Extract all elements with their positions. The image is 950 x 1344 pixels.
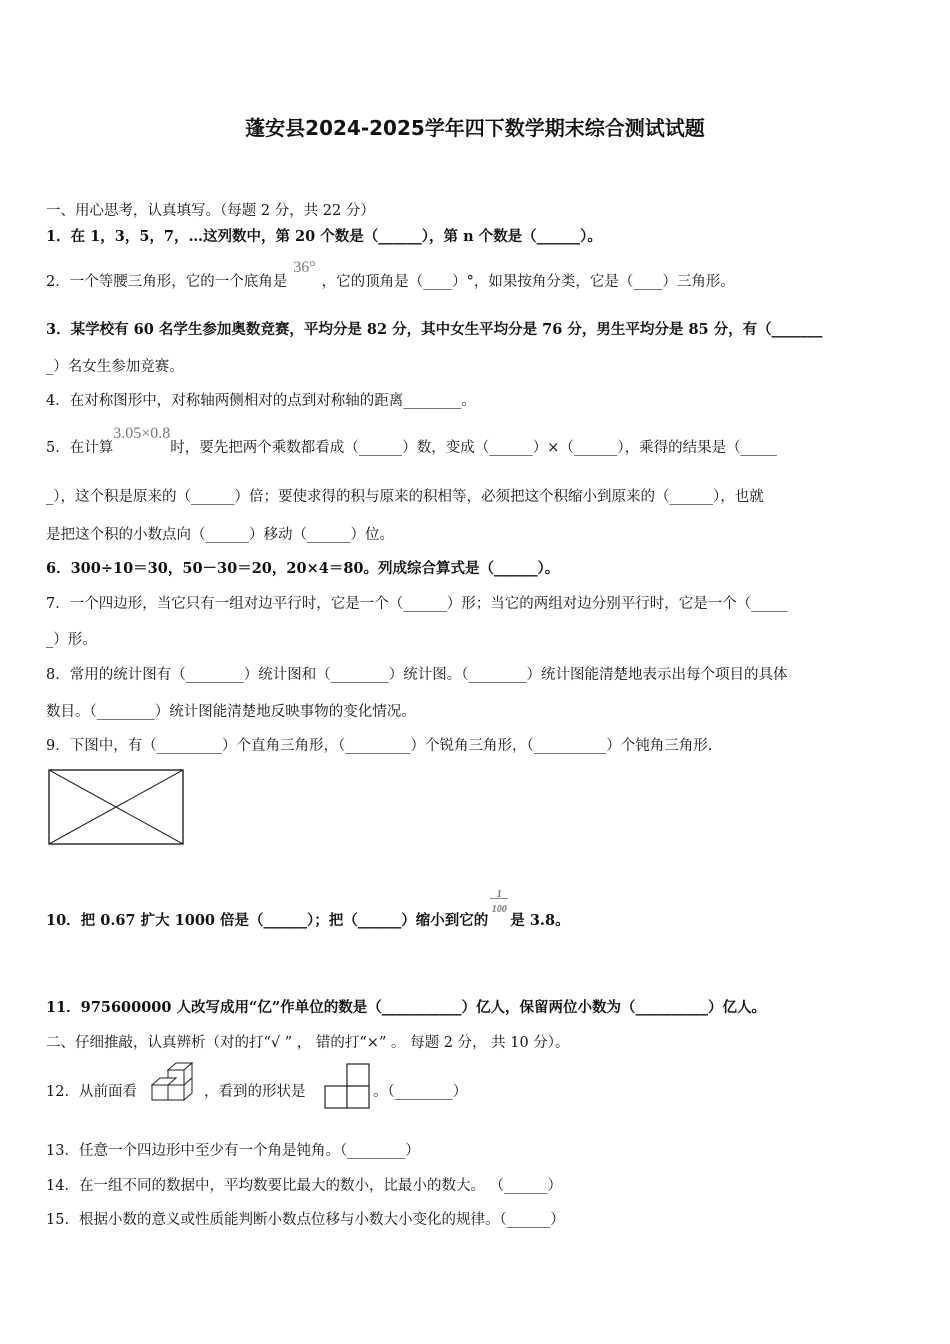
question-5-line-2: _），这个积是原来的（______）倍；要使求得的积与原来的积相等，必须把这个积缩小到原来的（______），也就 (46, 489, 764, 505)
question-11: 11．975600000 人改写成用“亿”作单位的数是（___________）亿人，保留两位小数为（__________）亿人。 (46, 999, 766, 1016)
question-8-line-2: 数目。（________）统计图能清楚地反映事物的变化情况。 (46, 704, 416, 720)
page-title: 蓬安县2024-2025学年四下数学期末综合测试试题 (245, 116, 705, 140)
question-9: 9．下图中，有（_________）个直角三角形，（_________）个锐角三角形，（__________）个钝角三角形. (46, 738, 713, 754)
question-5-line-1 (46, 425, 777, 458)
question-10-text-b: 是 3.8。 (510, 912, 570, 929)
question-5-text-post: 时，要先把两个乘数都看成（______）数，变成（______）×（______），乘得的结果是（_____ (170, 440, 777, 456)
fraction-one-hundredth (488, 889, 510, 931)
rectangle-diagonals-figure (47, 768, 187, 848)
question-12-text-a: 12．从前面看 (46, 1084, 137, 1100)
question-2-text-a: 2．一个等腰三角形，它的一个底角是 (46, 274, 288, 290)
question-3-line-2: _）名女生参加竞赛。 (46, 359, 184, 375)
stacked-cubes-figure (148, 1059, 196, 1109)
question-7-line-2: _）形。 (46, 632, 97, 648)
question-15: 15．根据小数的意义或性质能判断小数点位移与小数大小变化的规律。（______） (46, 1212, 565, 1228)
section-1-heading: 一、用心思考，认真填写。（每题 2 分，共 22 分） (46, 203, 375, 219)
question-10 (46, 889, 570, 931)
question-12-text-c: 。（________） (373, 1084, 468, 1100)
question-10-text-a: 10．把 0.67 扩大 1000 倍是（______）；把（______）缩小到它的 (46, 912, 489, 929)
section-2-heading: 二、仔细推敲，认真辨析（对的打“√ ” ， 错的打“×” 。 每题 2 分， 共 10 分）。 (46, 1035, 570, 1051)
fraction-numerator: 1 (496, 889, 502, 900)
question-5-text-pre: 5．在计算 (46, 440, 114, 456)
question-2-math: 36° (293, 259, 316, 276)
question-2 (46, 259, 735, 292)
question-5-line-3: 是把这个积的小数点向（______）移动（______）位。 (46, 527, 394, 543)
question-2-text-b: ，它的顶角是（____）°，如果按角分类，它是（____）三角形。 (321, 274, 735, 290)
question-6: 6．300÷10＝30，50－30＝20，20×4＝80。列成综合算式是（______）。 (46, 560, 560, 577)
question-8-line-1: 8．常用的统计图有（________）统计图和（________）统计图。（________）统计图能清楚地表示出每个项目的具体 (46, 667, 788, 683)
question-7-line-1: 7．一个四边形，当它只有一组对边平行时，它是一个（______）形；当它的两组对边分别平行时，它是一个（_____ (46, 596, 788, 612)
question-5-math: 3.05×0.8 (113, 425, 171, 442)
question-3-line-1: 3．某学校有 60 名学生参加奥数竞赛，平均分是 82 分，其中女生平均分是 76 分，男生平均分是 85 分，有（_______ (46, 321, 823, 338)
question-12-text-b: ，看到的形状是 (204, 1084, 306, 1100)
fraction-bar (490, 898, 508, 899)
question-4: 4．在对称图形中，对称轴两侧相对的点到对称轴的距离________。 (46, 393, 476, 409)
front-view-shape (323, 1062, 373, 1112)
question-14: 14．在一组不同的数据中，平均数要比最大的数小，比最小的数大。 （______） (46, 1178, 563, 1194)
question-1: 1．在 1，3，5，7，…这列数中，第 20 个数是（______），第 n 个数是（______）。 (46, 228, 602, 245)
fraction-denominator: 100 (491, 904, 507, 915)
question-13: 13．任意一个四边形中至少有一个角是钝角。（________） (46, 1143, 420, 1159)
